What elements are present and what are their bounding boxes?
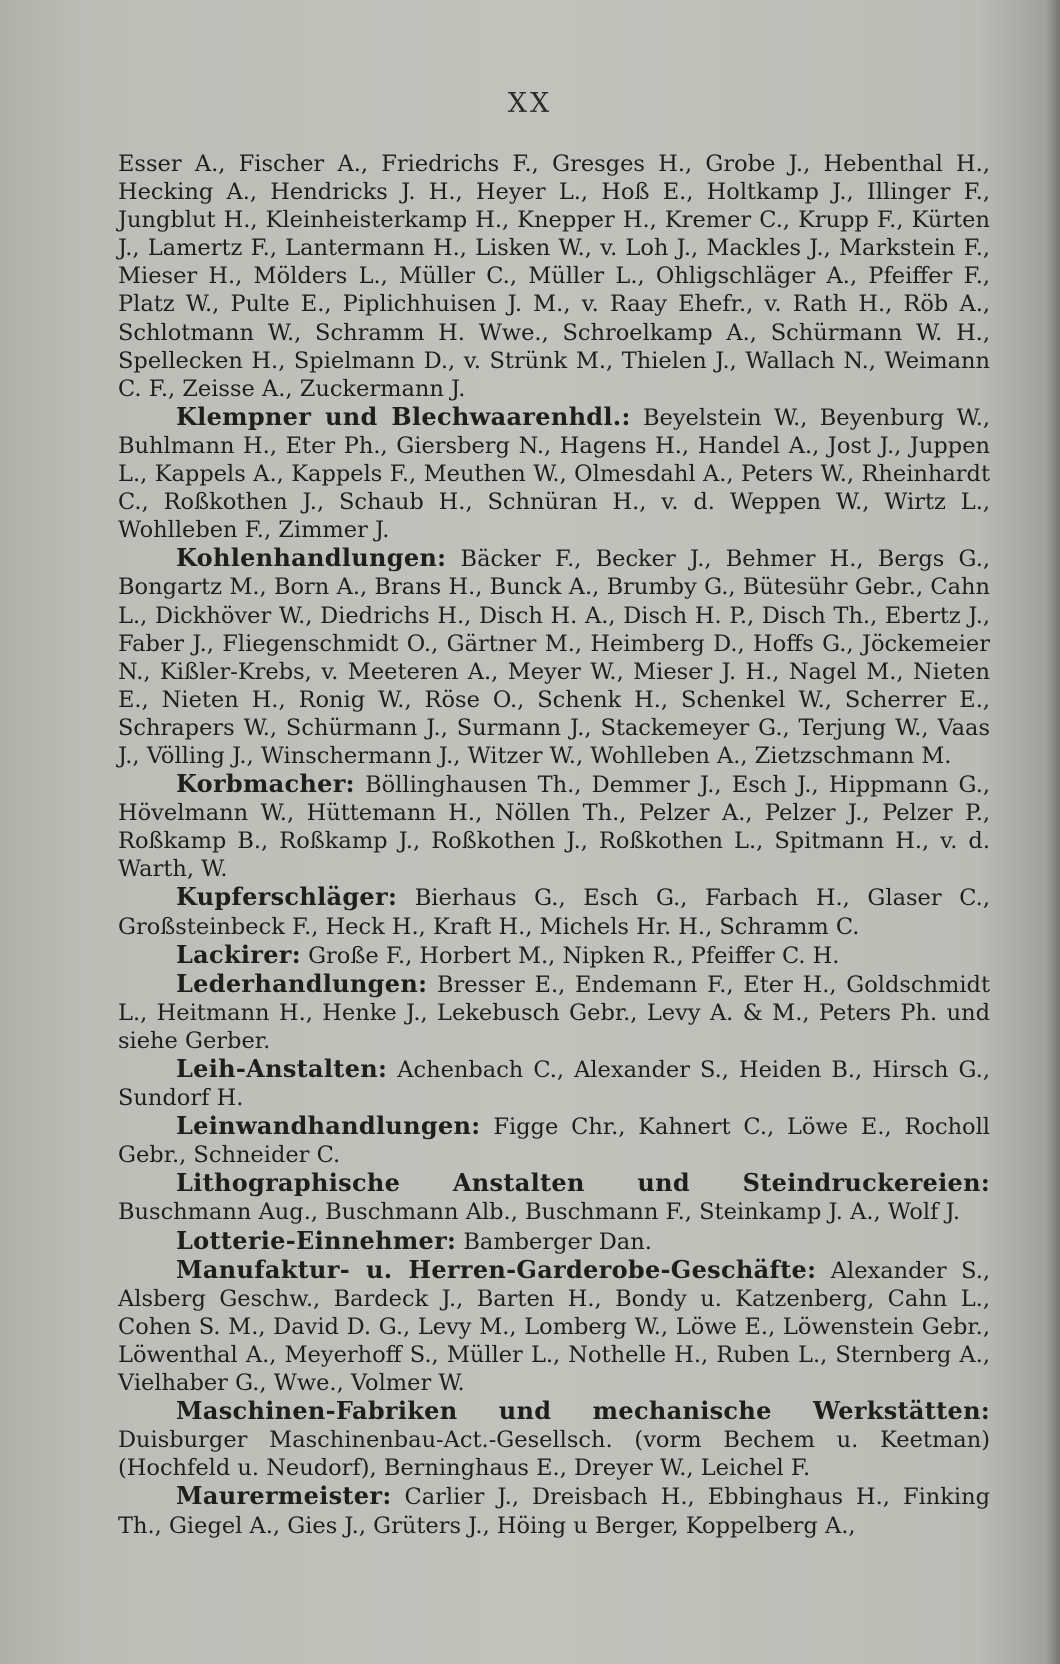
directory-entry-maurermeister: [118, 1482, 990, 1539]
entry-heading: Klempner und Blechwaarenhdl.:: [176, 401, 631, 431]
entry-text: Bresser E., Endemann F., Eter H., Goldschmidt L., Heitmann H., Henke J., Lekebusch Gebr., Levy A. & M., Peters Ph. und siehe Gerber.: [118, 971, 991, 1054]
directory-entry-lederhandlungen: [118, 970, 990, 1055]
entry-heading: Leinwandhandlungen:: [176, 1111, 481, 1141]
entry-text: Große F., Horbert M., Nipken R., Pfeiffer C. H.: [308, 942, 840, 969]
entry-heading: Kupferschläger:: [176, 882, 398, 912]
entry-heading: Manufaktur- u. Herren-Garderobe-Geschäfte:: [176, 1254, 817, 1284]
directory-entry-maschinen-fabriken: [118, 1397, 990, 1482]
page-number: XX: [507, 88, 553, 119]
entry-text: Figge Chr., Kahnert C., Löwe E., Rocholl Gebr., Schneider C.: [118, 1114, 991, 1169]
entry-heading: Lederhandlungen:: [176, 968, 428, 998]
entry-text: Bierhaus G., Esch G., Farbach H., Glaser C., Großsteinbeck F., Heck H., Kraft H., Michels Hr. H., Schramm C.: [118, 885, 990, 940]
entry-heading: Korbmacher:: [176, 769, 355, 799]
directory-entry-leih-anstalten: [118, 1055, 990, 1112]
page-edge-shadow: [1046, 0, 1060, 1664]
entry-heading: Maurermeister:: [176, 1481, 392, 1511]
directory-entry-kupferschlaeger: [118, 883, 990, 940]
entry-text: Buschmann Aug., Buschmann Alb., Buschmann F., Steinkamp J. A., Wolf J.: [118, 1199, 961, 1226]
directory-entry-manufaktur-herren-garderobe: [118, 1256, 990, 1397]
directory-entry-lithographische-anstalten: [118, 1169, 990, 1226]
directory-entry-leinwandhandlungen: [118, 1112, 990, 1169]
directory-entry-lotterie-einnehmer: [118, 1227, 990, 1256]
directory-text-body: [118, 150, 990, 1540]
entry-text: Bäcker F., Becker J., Behmer H., Bergs G., Bongartz M., Born A., Brans H., Bunck A., Brumby G., Bütesühr Gebr., Cahn L., Dickhöver W., Diedrichs H., Disch H. A., Disch H. P., Disch Th., Ebertz J., Faber J., Fliegenschmidt O., Gärtner M., Heimberg D., Hoffs G., Jöckemeier N., Kißler-Krebs, v. Meeteren A., Meyer W., Mieser J. H., Nagel M., Nieten E., Nieten H., Ronig W., Röse O., Schenk H., Schenkel W., Scherrer E., Schrapers W., Schürmann J., Surmann J., Stackemeyer G., Terjung W., Vaas J., Völling J., Winschermann J., Witzer W., Wohlleben A., Zietzschmann M.: [118, 546, 991, 769]
entry-text: Böllinghausen Th., Demmer J., Esch J., Hippmann G., Hövelmann W., Hüttemann H., Nöllen Th., Pelzer A., Pelzer J., Pelzer P., Roßkamp B., Roßkamp J., Roßkothen J., Roßkothen L., Spitmann H., v. d. Warth, W.: [118, 772, 990, 883]
entry-text: Esser A., Fischer A., Friedrichs F., Gresges H., Grobe J., Hebenthal H., Hecking A., Hendricks J. H., Heyer L., Hoß E., Holtkamp J., Illinger F., Jungblut H., Kleinheisterkamp H., Knepper H., Kremer C., Krupp F., Kürten J., Lamertz F., Lantermann H., Lisken W., v. Loh J., Mackles J., Markstein F., Mieser H., Mölders L., Müller C., Müller L., Ohligschläger A., Pfeiffer F., Platz W., Pulte E., Piplichhuisen J. M., v. Raay Ehefr., v. Rath H., Röb A., Schlotmann W., Schramm H. Wwe., Schroelkamp A., Schürmann W. H., Spellecken H., Spielmann D., v. Strünk M., Thielen J., Wallach N., Weimann C. F., Zeisse A., Zuckermann J.: [118, 151, 990, 402]
entry-text: Alexander S., Alsberg Geschw., Bardeck J., Barten H., Bondy u. Katzenberg, Cahn L., Cohen S. M., David D. G., Levy M., Lomberg W., Löwe E., Löwenstein Gebr., Löwenthal A., Meyerhoff S., Müller L., Nothelle H., Ruben L., Sternberg A., Vielhaber G., Wwe., Volmer W.: [118, 1257, 990, 1397]
entry-heading: Leih-Anstalten:: [176, 1054, 388, 1083]
entry-text: Achenbach C., Alexander S., Heiden B., Hirsch G., Sundorf H.: [118, 1057, 990, 1112]
entry-heading: Lackirer:: [176, 939, 301, 969]
entry-heading: Lotterie-Einnehmer:: [176, 1225, 457, 1255]
directory-entry-continued-list: [118, 150, 990, 403]
directory-entry-klempner: [118, 403, 990, 544]
entry-text: Bamberger Dan.: [463, 1228, 652, 1255]
directory-entry-lackirer: [118, 941, 990, 970]
entry-heading: Kohlenhandlungen:: [176, 543, 447, 573]
entry-text: Duisburger Maschinenbau-Act.-Gesellsch. (vorm Bechem u. Keetman) (Hochfeld u. Neudorf), Berninghaus E., Dreyer W., Leichel F.: [118, 1427, 990, 1482]
directory-entry-korbmacher: [118, 770, 990, 883]
entry-text: Beyelstein W., Beyenburg W., Buhlmann H., Eter Ph., Giersberg N., Hagens H., Handel A., Jost J., Juppen L., Kappels A., Kappels F., Meuthen W., Olmesdahl A., Peters W., Rheinhardt C., Roßkothen J., Schaub H., Schnüran H., v. d. Weppen W., Wirtz L., Wohlleben F., Zimmer J.: [118, 404, 990, 544]
entry-text: Carlier J., Dreisbach H., Ebbinghaus H., Finking Th., Giegel A., Gies J., Grüters J., Höing u Berger, Koppelberg A.,: [118, 1484, 990, 1539]
entry-heading: Maschinen-Fabriken und mechanische Werkstätten:: [176, 1396, 990, 1426]
directory-entry-kohlenhandlungen: [118, 544, 990, 770]
entry-heading: Lithographische Anstalten und Steindruckereien:: [176, 1168, 990, 1198]
